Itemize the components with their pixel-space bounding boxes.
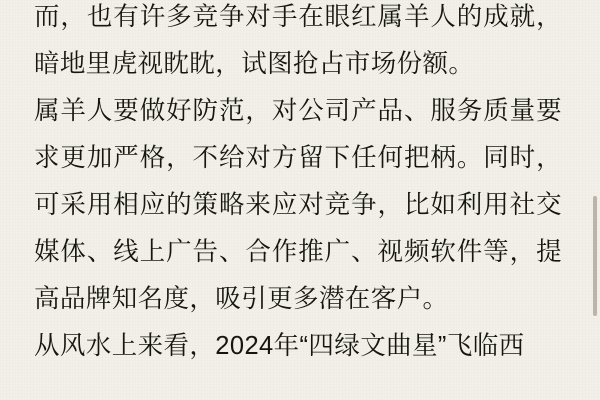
paragraph: 属羊人要做好防范，对公司产品、服务质量要求更加严格，不给对方留下任何把柄。同时，可采用相应的策略来应对竞争，比如利用社交媒体、线上广告、合作推广、视频软件等，提高品牌知名度，吸引更多潜在客户。	[34, 97, 562, 313]
scrollbar-thumb[interactable]	[593, 196, 597, 316]
article-body	[34, 0, 562, 370]
paragraph-clipped: 从风水上来看，2024年“四绿文曲星”飞临西	[34, 332, 525, 360]
paragraph-continuation: 而，也有许多竞争对手在眼红属羊人的成就，暗地里虎视眈眈，试图抢占市场份额。	[34, 3, 562, 78]
